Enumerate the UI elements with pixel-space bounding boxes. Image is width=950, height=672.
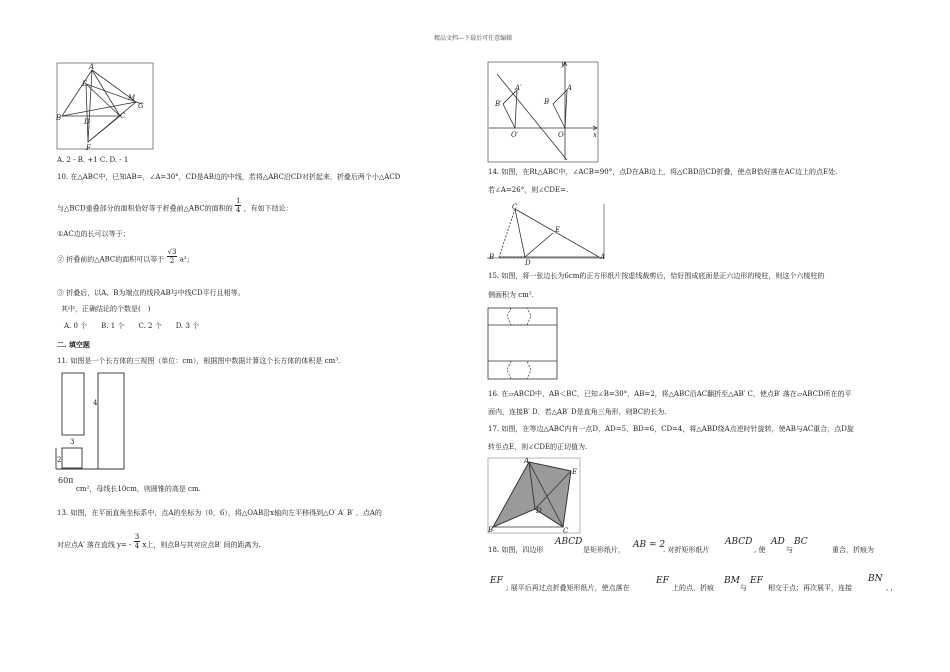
fig14-label-E: E <box>555 226 561 234</box>
q10-item2-a: ② 折叠前的△ABC的面积可以等于 <box>57 255 165 264</box>
fig1-label-E: E <box>82 80 88 88</box>
q18-EF-3: EF <box>750 576 763 586</box>
q10-item2-b: a²； <box>179 255 194 264</box>
fig-q9-geometry <box>56 62 156 152</box>
fig1-label-G: G <box>138 102 144 110</box>
q15-line1: 15. 如图，将一张边长为6cm的正方形纸片按虚线裁剪后，恰好围成底面是正六边形的棱柱，则这个六棱柱的 <box>488 272 825 280</box>
q18-ABCD-2: ABCD <box>725 537 753 547</box>
q12-text: cm²，母线长10cm，则圆锥的高是 cm. <box>76 485 201 493</box>
fig1-label-A: A <box>89 63 95 71</box>
fig17-label-A: A <box>524 457 530 465</box>
fig17-label-C: C <box>563 527 569 535</box>
fig1-label-F: F <box>86 144 91 152</box>
fig17-label-E: E <box>572 468 578 476</box>
q18-and-2: 与 <box>740 584 747 592</box>
q10-question: 其中，正确结论的个数是( ) <box>61 305 151 313</box>
q18-ABCD: ABCD <box>555 537 583 547</box>
fig13-label-x: x <box>593 131 597 139</box>
fig-q13-coordinate <box>487 60 602 163</box>
q9-options: A. 2 - B. +1 C. D. - 1 <box>57 156 129 164</box>
q13-line2-a: 对应点A′ 落在直线 y= - <box>57 541 132 549</box>
fig11-label-3: 3 <box>70 438 75 446</box>
q13-fraction: $\frac{3}{4}$ <box>134 533 140 550</box>
q16-line1: 16. 在▱ABCD中，AB＜BC，已知∠B=30°，AB=2，将△ABC沿AC翻折至△AB′ C，使点B′ 落在▱ABCD所在的平 <box>488 390 852 398</box>
q18-BC: BC <box>794 537 808 547</box>
q14-line1: 14. 如图，在Rt△ABC中，∠ACB=90°，点D在AB边上，将△CBD沿CD折叠，使点B恰好落在AC边上的点E处. <box>488 168 838 176</box>
fig1-label-B: B <box>56 114 62 122</box>
q10-item3: ③ 折叠后，以A、B为端点的线段AB与中线CD平行且相等。 <box>57 289 245 297</box>
fig-q14-triangle <box>487 203 607 267</box>
q17-line1: 17. 如图，在等边△ABC内有一点D，AD=5，BD=6，CD=4，将△ABD绕A点逆时针旋转，使AB与AC重合，点D旋 <box>488 425 854 433</box>
fig14-label-D: D <box>525 259 531 267</box>
q10-line2-a: 与△BCD重叠部分的面积恰好等于折叠前△ABC的面积的 <box>57 204 233 213</box>
fig11-label-4: 4 <box>93 399 98 407</box>
q10-line2-b: ，有如下结论： <box>243 204 293 213</box>
fig13-label-O: O <box>558 131 564 139</box>
q18-AD: AD <box>771 537 785 547</box>
q18-EF: EF <box>490 576 503 586</box>
fig13-label-y: y <box>561 60 565 68</box>
fig1-label-M: M <box>128 94 136 102</box>
fig13-label-B: B <box>544 98 550 106</box>
q15-line2: 侧面积为 cm². <box>488 291 534 299</box>
fig-q17-equilateral <box>487 457 582 535</box>
q11-text: 11. 如图是一个长方体的三视图（单位：cm），根据图中数据计算这个长方体的体积是 cm³. <box>57 357 341 365</box>
q18-end: , , <box>886 584 893 592</box>
q10-item1: ①AC边的长可以等于； <box>57 230 130 238</box>
q18-BN: BN <box>868 574 883 584</box>
q10-item2-fraction: $\frac{√3}{2}$ <box>167 248 177 265</box>
q10-fraction: $\frac{1}{4}$ <box>235 197 241 214</box>
q18-line1-c: . 对折矩形纸片 <box>663 546 710 554</box>
q13-line1: 13. 如图，在平面直角坐标系中，点A的坐标为（0，6），将△OAB沿x轴向左平移得到△O′ A′ B′ ，点A的 <box>57 509 382 517</box>
q18-and: 与 <box>786 546 793 554</box>
fig13-label-O1: O′ <box>511 131 519 139</box>
fig13-label-B1: B′ <box>495 100 502 108</box>
q16-line2: 面内，连接B′ D．若△AB′ D是直角三角形，则BC的长为. <box>488 408 667 416</box>
fig17-label-B: B <box>488 526 494 534</box>
fig14-label-C: C <box>512 203 518 211</box>
fig1-label-D: D <box>84 118 90 126</box>
q18-line2-a: ; 展平后再过点折叠矩形纸片，使点落在 <box>506 584 630 592</box>
fig14-label-B: B <box>489 253 495 261</box>
fig-q15-square-paper <box>487 307 559 381</box>
q10-line2 <box>57 197 293 214</box>
q18-BM: BM <box>724 576 740 586</box>
page-header: 精品文档---下载后可任意编辑 <box>434 35 513 42</box>
q18-line1-e: 重合，折痕为 <box>832 546 874 554</box>
q14-line2: 若∠A=26°，则∠CDE=. <box>488 186 569 194</box>
q13-line2 <box>57 533 261 550</box>
q18-line2-c: 相交于点；再次展平，连接 <box>768 584 852 592</box>
q10-item2 <box>57 248 194 265</box>
fig-q11-three-views <box>56 370 128 472</box>
fig13-label-A1: A′ <box>515 84 522 92</box>
q10-line1: 10. 在△ABC中，已知AB=，∠A=30°，CD是AB边的中线，若将△ABC沿CD对折起来，折叠后两个小△ACD <box>57 173 401 181</box>
q18-line2-b: 上的点，折痕 <box>672 584 714 592</box>
q18-line1-b: 是矩形纸片， <box>583 546 625 554</box>
fig17-label-D: D <box>536 507 542 515</box>
fig11-label-2: 2 <box>57 456 62 464</box>
q12-pi: 60π <box>58 476 74 485</box>
fig1-label-C: C <box>120 112 126 120</box>
q18-line1-a: 18. 如图，四边形 <box>488 546 544 554</box>
fig13-label-A: A <box>567 84 573 92</box>
q18-AB-equals-2: AB = 2 <box>633 540 666 550</box>
q10-options: A. 0 个 B. 1 个 C. 2 个 D. 3 个 <box>64 322 200 330</box>
q17-line2: 转至点E，则∠CDE的正切值为. <box>488 443 588 451</box>
q18-line1-d: , 使 <box>754 546 766 554</box>
q18-EF-2: EF <box>656 576 669 586</box>
section-title-fill-in: 二. 填空题 <box>57 340 90 349</box>
fig14-label-A: A <box>600 253 606 261</box>
q13-line2-b: x上，则点B与其对应点B′ 间的距离为. <box>142 541 261 549</box>
